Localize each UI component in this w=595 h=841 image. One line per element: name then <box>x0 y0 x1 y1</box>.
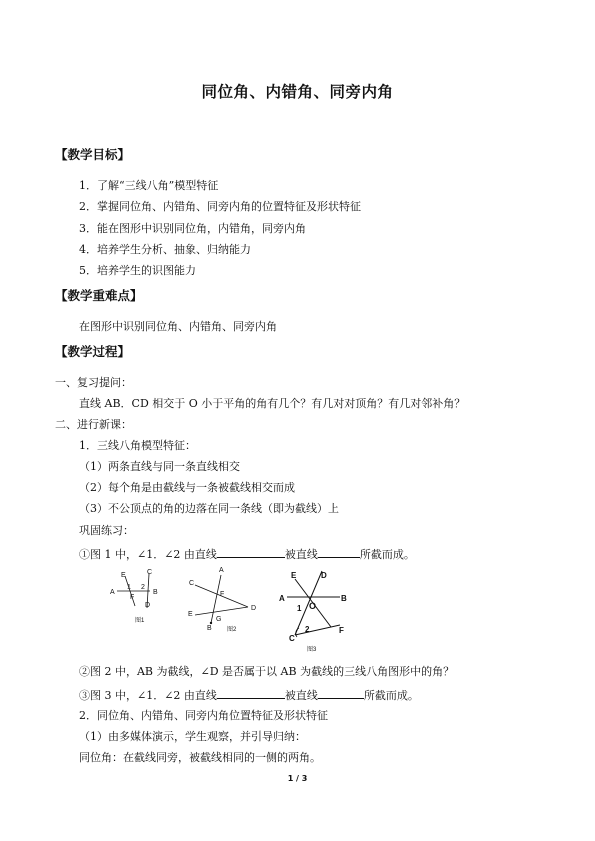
fig3-label-A: A <box>279 594 285 603</box>
goal-item: 4．培养学生分析、抽象、归纳能力 <box>79 243 251 256</box>
review-question: 直线 AB．CD 相交于 O 小于平角的角有几个？有几对对顶角？有几对邻补角？ <box>79 397 466 410</box>
fig1-label-A: A <box>110 589 115 596</box>
fig3-label-B: B <box>341 594 347 603</box>
model-point: （3）不公顶点的角的边落在同一条线（即为截线）上 <box>79 502 339 515</box>
fig1-label-F: F <box>130 594 135 601</box>
fig3-label-C: C <box>289 634 295 643</box>
page-title: 同位角、内错角、同旁内角 <box>201 83 394 101</box>
question-3-mid: 被直线 <box>284 689 318 702</box>
fig3-label-D: D <box>321 571 327 580</box>
figure-2 <box>183 563 268 633</box>
demo-text: （1）由多媒体演示，学生观察，并引导归纳： <box>79 730 306 743</box>
fig2-label-E: E <box>188 611 193 618</box>
features-header: 2．同位角、内错角、同旁内角位置特征及形状特征 <box>79 709 328 722</box>
model-point: （1）两条直线与同一条直线相交 <box>79 460 240 473</box>
practice-header: 巩固练习： <box>79 524 134 537</box>
answer-blank <box>318 687 364 699</box>
fig1-angle-1: 1 <box>127 584 131 591</box>
fig3-angle-2: 2 <box>305 625 310 634</box>
fig2-label-D: D <box>251 605 257 612</box>
fig1-label-C: C <box>147 569 153 576</box>
fig3-label-O: O <box>309 601 317 611</box>
model-header: 1．三线八角模型特征： <box>79 439 196 452</box>
section-header-process: 【教学过程】 <box>55 344 131 359</box>
question-1-prefix: ①图 1 中，∠1．∠2 由直线 <box>79 548 217 561</box>
question-1-suffix: 所截而成。 <box>359 548 415 561</box>
new-lesson-header: 二、进行新课： <box>55 418 132 431</box>
fig2-label-A: A <box>219 567 224 574</box>
question-3 <box>79 687 419 703</box>
definition-corresponding-angles: 同位角：在截线同旁，被截线相同的一侧的两角。 <box>79 751 321 764</box>
question-1-mid: 被直线 <box>284 548 318 561</box>
fig3-label-E: E <box>291 571 297 580</box>
review-header: 一、复习提问： <box>55 376 132 389</box>
page-number: 1 / 3 <box>287 774 308 783</box>
model-point: （2）每个角是由截线与一条被截线相交而成 <box>79 481 295 494</box>
fig2-label-B: B <box>207 625 212 632</box>
fig2-label-G: G <box>216 616 222 623</box>
goal-item: 3．能在图形中识别同位角，内错角，同旁内角 <box>79 222 306 235</box>
goal-item: 1．了解“三线八角”模型特征 <box>79 179 219 192</box>
fig3-caption: 图3 <box>307 647 317 653</box>
fig2-caption: 图2 <box>227 627 237 633</box>
question-3-suffix: 所截而成。 <box>363 689 419 702</box>
answer-blank <box>318 546 360 558</box>
question-3-prefix: ③图 3 中，∠1．∠2 由直线 <box>79 689 217 702</box>
fig1-label-B: B <box>153 589 158 596</box>
fig1-caption: 图1 <box>135 618 145 624</box>
figure-3 <box>275 565 365 655</box>
answer-blank <box>217 687 285 699</box>
figure-1 <box>105 566 165 630</box>
section-header-key-points: 【教学重难点】 <box>55 288 143 303</box>
fig2-label-F: F <box>220 591 225 598</box>
question-1 <box>79 546 415 562</box>
fig1-angle-2: 2 <box>141 584 145 591</box>
key-points-text: 在图形中识别同位角、内错角、同旁内角 <box>79 320 277 333</box>
goal-item: 2．掌握同位角、内错角、同旁内角的位置特征及形状特征 <box>79 200 361 213</box>
fig1-label-E: E <box>121 572 126 579</box>
fig3-label-F: F <box>339 626 344 635</box>
section-header-goals: 【教学目标】 <box>55 147 131 162</box>
goal-item: 5．培养学生的识图能力 <box>79 264 196 277</box>
fig2-label-C: C <box>189 580 195 587</box>
fig3-angle-1: 1 <box>297 604 302 613</box>
fig1-label-D: D <box>145 602 151 609</box>
question-2: ②图 2 中，AB 为截线，∠D 是否属于以 AB 为截线的三线八角图形中的角？ <box>79 665 455 678</box>
answer-blank <box>217 546 285 558</box>
